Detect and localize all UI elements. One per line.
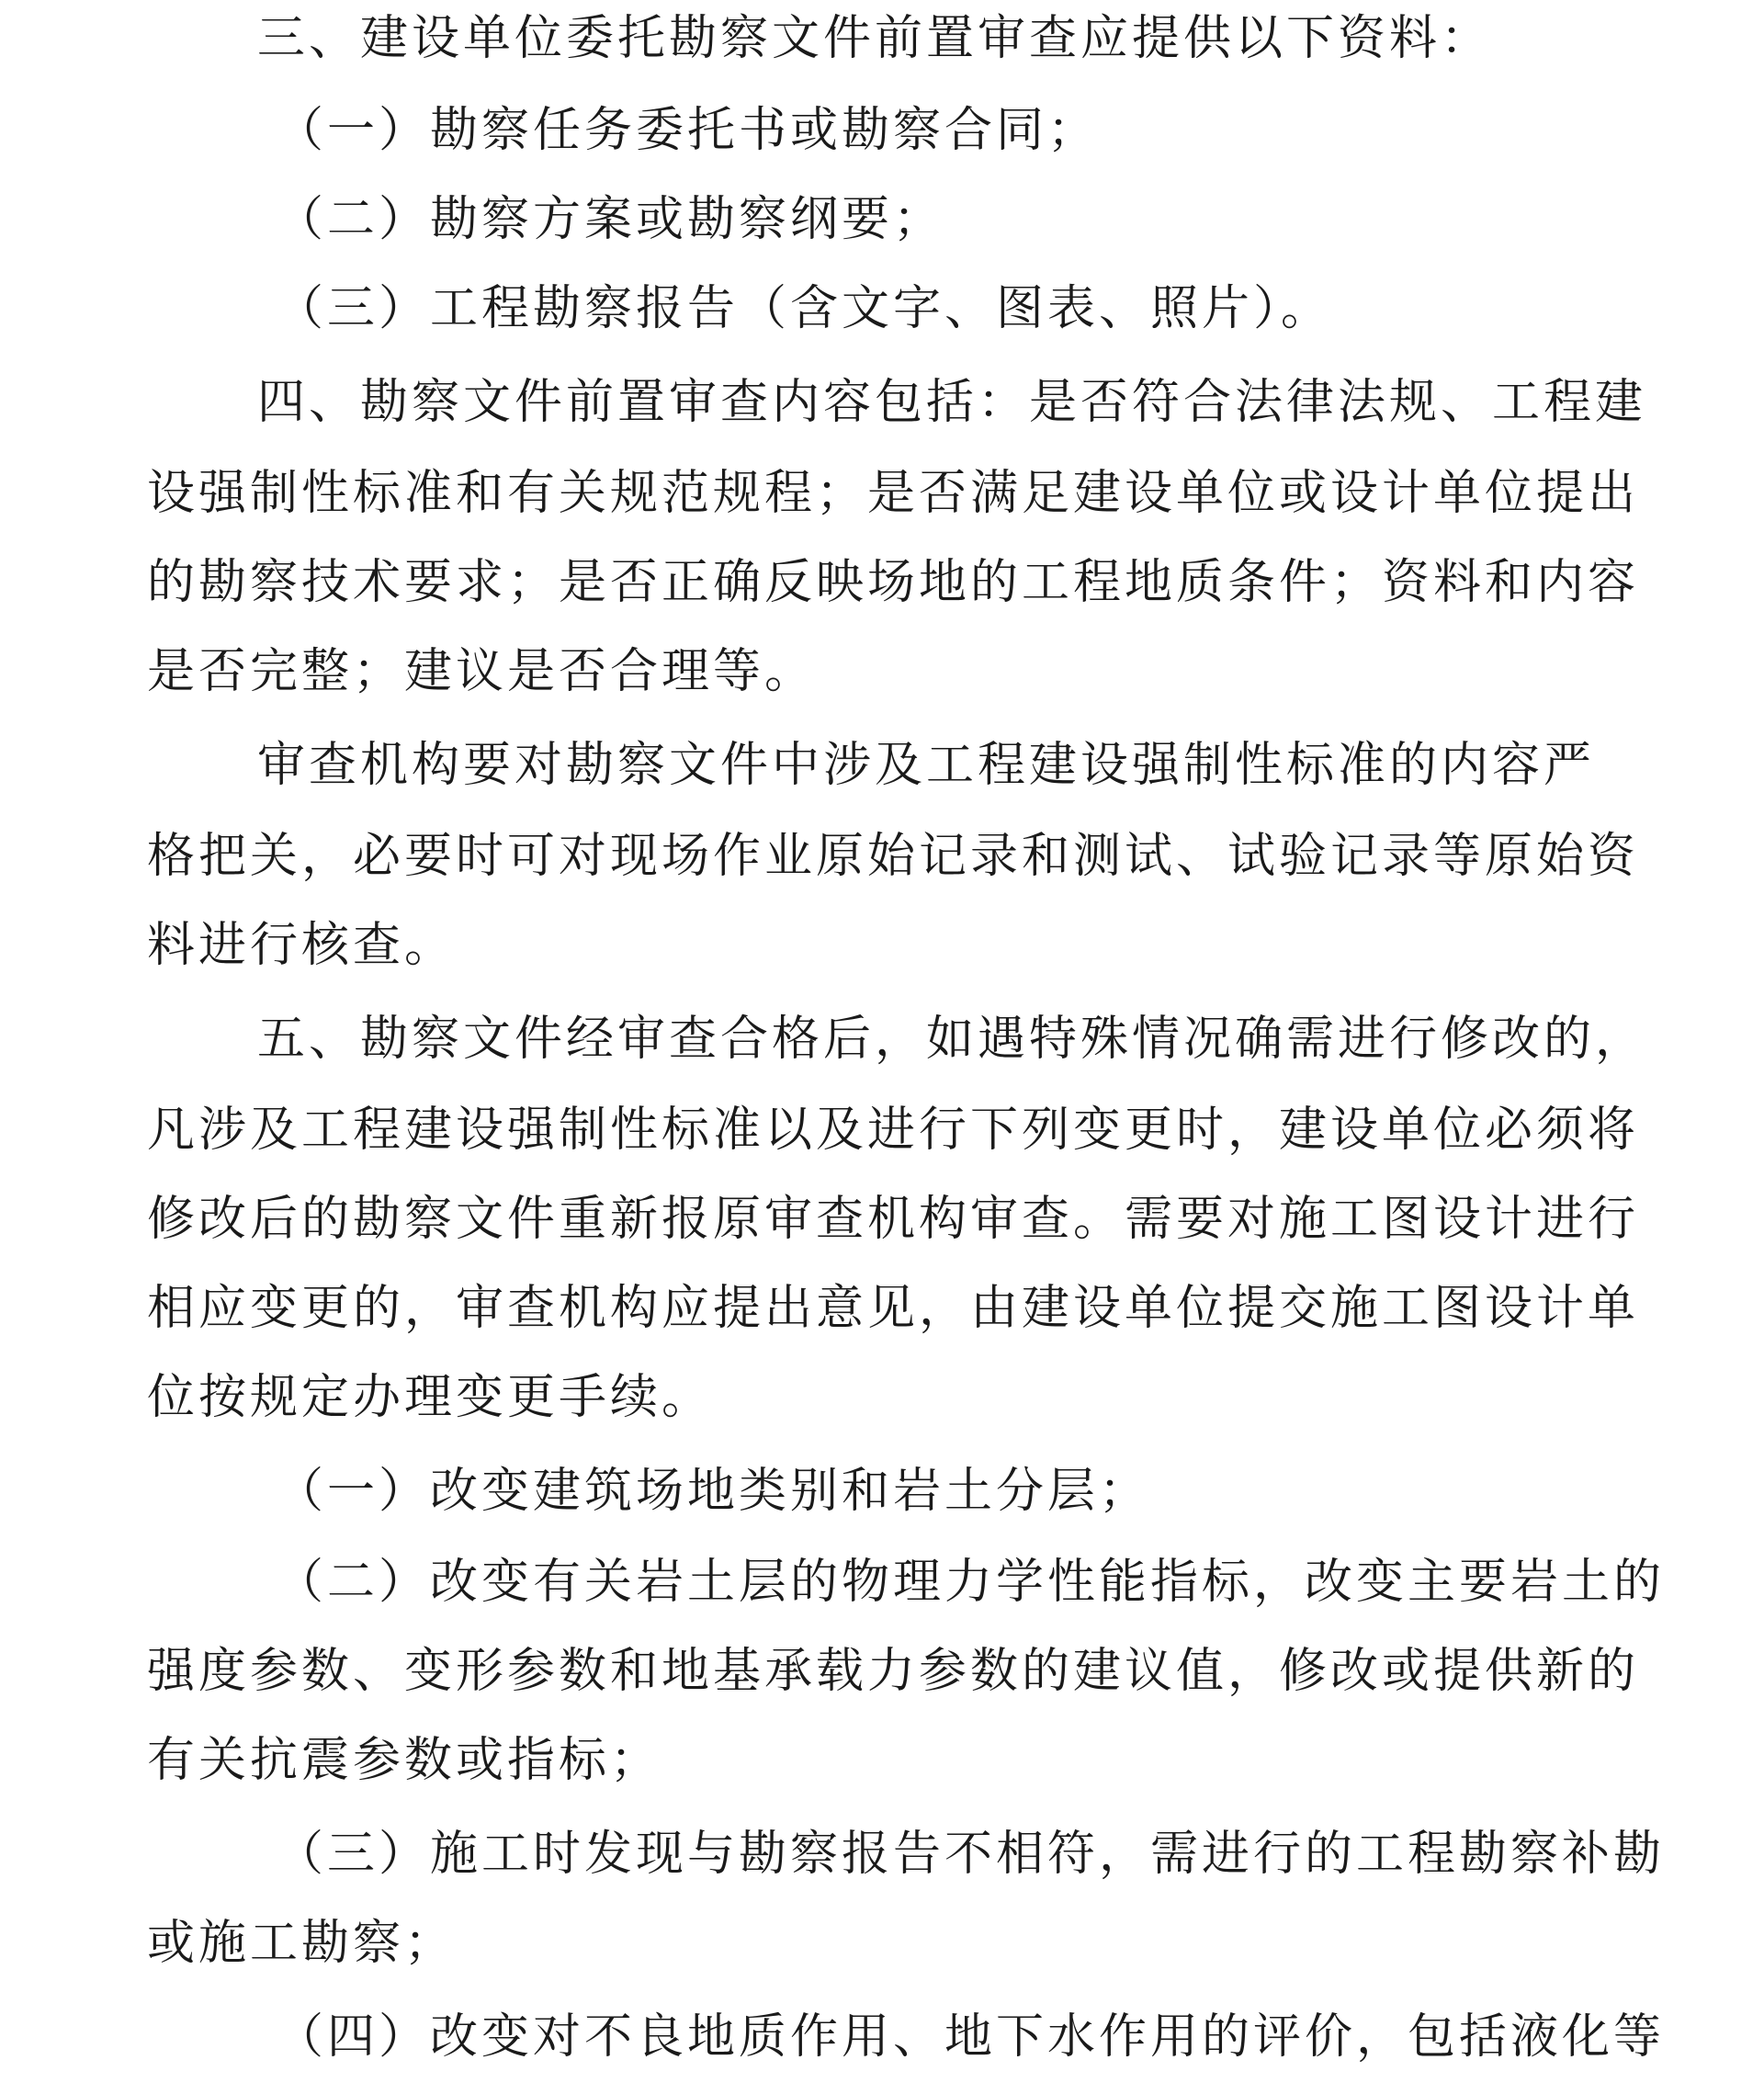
section-4-line-1: 四、勘察文件前置审查内容包括：是否符合法律法规、工程建	[257, 375, 1647, 430]
section-5-item-3-line-2: 或施工勘察；	[147, 1916, 457, 1971]
section-5-line-3: 修改后的勘察文件重新报原审查机构审查。需要对施工图设计进行	[147, 1192, 1640, 1247]
review-paragraph-line-3: 料进行核查。	[147, 918, 457, 973]
section-5-line-4: 相应变更的，审查机构应提出意见，由建设单位提交施工图设计单	[147, 1281, 1640, 1336]
section-5-item-2-line-1: （二）改变有关岩土层的物理力学性能指标，改变主要岩土的	[276, 1555, 1666, 1610]
section-3-heading: 三、建设单位委托勘察文件前置审查应提供以下资料：	[257, 11, 1493, 66]
review-paragraph-line-2: 格把关，必要时可对现场作业原始记录和测试、试验记录等原始资	[147, 829, 1640, 884]
section-5-item-3-line-1: （三）施工时发现与勘察报告不相符，需进行的工程勘察补勘	[276, 1827, 1666, 1882]
section-5-item-1: （一）改变建筑场地类别和岩土分层；	[276, 1464, 1151, 1519]
section-4-line-2: 设强制性标准和有关规范规程；是否满足建设单位或设计单位提出	[147, 466, 1640, 521]
section-5-line-2: 凡涉及工程建设强制性标准以及进行下列变更时，建设单位必须将	[147, 1103, 1640, 1158]
section-3-item-3: （三）工程勘察报告（含文字、图表、照片）。	[276, 281, 1333, 336]
section-4-line-4: 是否完整；建议是否合理等。	[147, 644, 817, 699]
section-5-line-5: 位按规定办理变更手续。	[147, 1370, 714, 1425]
review-paragraph-line-1: 审查机构要对勘察文件中涉及工程建设强制性标准的内容严	[257, 738, 1596, 793]
section-5-item-2-line-3: 有关抗震参数或指标；	[147, 1733, 662, 1788]
section-5-item-2-line-2: 强度参数、变形参数和地基承载力参数的建议值，修改或提供新的	[147, 1644, 1640, 1699]
section-3-item-2: （二）勘察方案或勘察纲要；	[276, 192, 945, 247]
section-5-line-1: 五、勘察文件经审查合格后，如遇特殊情况确需进行修改的，	[257, 1012, 1647, 1067]
section-5-item-4-line-1: （四）改变对不良地质作用、地下水作用的评价，包括液化等	[276, 2009, 1666, 2065]
section-4-line-3: 的勘察技术要求；是否正确反映场地的工程地质条件；资料和内容	[147, 555, 1640, 610]
section-3-item-1: （一）勘察任务委托书或勘察合同；	[276, 103, 1100, 158]
